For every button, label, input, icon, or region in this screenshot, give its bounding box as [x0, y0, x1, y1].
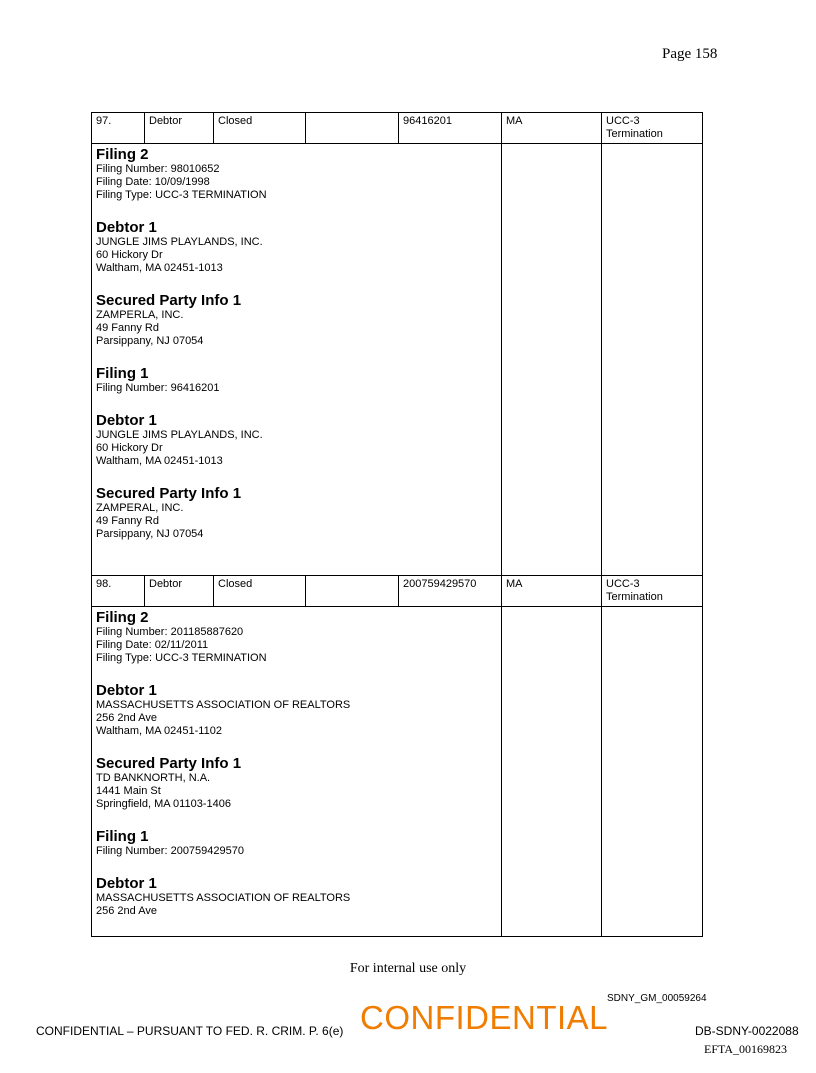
detail-line: 60 Hickory Dr: [96, 249, 163, 261]
section-title: Secured Party Info 1: [96, 292, 242, 309]
detail-line: Filing Type: UCC-3 TERMINATION: [96, 652, 267, 664]
detail-line: Waltham, MA 02451-1013: [96, 262, 223, 274]
detail-line: Filing Number: 98010652: [96, 163, 220, 175]
record-status: Closed: [214, 113, 306, 144]
detail-block: [96, 828, 497, 858]
detail-line: 256 2nd Ave: [96, 905, 157, 917]
page-number: Page 158: [662, 46, 718, 62]
detail-line: 49 Fanny Rd: [96, 322, 159, 334]
detail-block: [96, 365, 497, 395]
record-role: Debtor: [145, 576, 214, 607]
section-title: Secured Party Info 1: [96, 755, 242, 772]
detail-block: [96, 412, 497, 468]
record-blank: [306, 576, 399, 607]
detail-block: [96, 755, 497, 811]
section-title: Filing 2: [96, 609, 149, 626]
type-detail-cell: [602, 144, 703, 576]
detail-block: [96, 219, 497, 275]
confidential-notice: CONFIDENTIAL – PURSUANT TO FED. R. CRIM. P. 6(e): [36, 1024, 344, 1038]
record-filing-id: 200759429570: [399, 576, 502, 607]
state-detail-cell: [502, 607, 602, 937]
record-type: UCC-3 Termination: [602, 113, 703, 144]
detail-line: Filing Date: 02/11/2011: [96, 639, 209, 651]
record-detail-row: [92, 144, 703, 576]
record-header-row: [92, 113, 703, 144]
record-blank: [306, 113, 399, 144]
record-type: UCC-3 Termination: [602, 576, 703, 607]
record-header-row: [92, 576, 703, 607]
detail-block: [96, 875, 497, 918]
detail-line: Filing Number: 96416201: [96, 382, 220, 394]
detail-line: Waltham, MA 02451-1013: [96, 455, 223, 467]
section-title: Debtor 1: [96, 875, 157, 892]
detail-line: Filing Type: UCC-3 TERMINATION: [96, 189, 267, 201]
detail-line: JUNGLE JIMS PLAYLANDS, INC.: [96, 236, 263, 248]
record-state: MA: [502, 576, 602, 607]
detail-line: 1441 Main St: [96, 785, 161, 797]
record-filing-id: 96416201: [399, 113, 502, 144]
detail-line: MASSACHUSETTS ASSOCIATION OF REALTORS: [96, 699, 351, 711]
section-title: Debtor 1: [96, 219, 157, 236]
section-title: Secured Party Info 1: [96, 485, 242, 502]
db-bates-number: DB-SDNY-0022088: [695, 1024, 799, 1038]
detail-line: Parsippany, NJ 07054: [96, 335, 204, 347]
detail-line: 256 2nd Ave: [96, 712, 157, 724]
detail-line: Filing Number: 201185887620: [96, 626, 244, 638]
records-table: [91, 112, 703, 937]
detail-block: [96, 485, 497, 541]
section-title: Filing 2: [96, 146, 149, 163]
detail-block: [96, 682, 497, 738]
record-number: 98.: [92, 576, 145, 607]
section-title: Filing 1: [96, 828, 149, 845]
record-state: MA: [502, 113, 602, 144]
internal-use-note: For internal use only: [349, 961, 467, 976]
detail-block: [96, 146, 497, 202]
efta-number: EFTA_00169823: [704, 1042, 788, 1056]
detail-line: JUNGLE JIMS PLAYLANDS, INC.: [96, 429, 263, 441]
detail-line: 60 Hickory Dr: [96, 442, 163, 454]
record-detail-row: [92, 607, 703, 937]
confidential-stamp: CONFIDENTIAL: [360, 999, 609, 1036]
section-title: Debtor 1: [96, 412, 157, 429]
record-status: Closed: [214, 576, 306, 607]
section-title: Debtor 1: [96, 682, 157, 699]
detail-line: Filing Number: 200759429570: [96, 845, 244, 857]
type-detail-cell: [602, 607, 703, 937]
detail-line: Springfield, MA 01103-1406: [96, 798, 231, 810]
section-title: Filing 1: [96, 365, 149, 382]
detail-line: ZAMPERAL, INC.: [96, 502, 184, 514]
state-detail-cell: [502, 144, 602, 576]
detail-block: [96, 609, 497, 665]
detail-line: MASSACHUSETTS ASSOCIATION OF REALTORS: [96, 892, 351, 904]
record-role: Debtor: [145, 113, 214, 144]
detail-line: TD BANKNORTH, N.A.: [96, 772, 211, 784]
record-detail: [92, 144, 502, 576]
detail-line: 49 Fanny Rd: [96, 515, 159, 527]
record-detail: [92, 607, 502, 937]
record-number: 97.: [92, 113, 145, 144]
detail-line: Filing Date: 10/09/1998: [96, 176, 210, 188]
sdny-bates-number: SDNY_GM_00059264: [607, 993, 707, 1004]
detail-block: [96, 292, 497, 348]
detail-line: Parsippany, NJ 07054: [96, 528, 204, 540]
detail-line: ZAMPERLA, INC.: [96, 309, 184, 321]
detail-line: Waltham, MA 02451-1102: [96, 725, 222, 737]
